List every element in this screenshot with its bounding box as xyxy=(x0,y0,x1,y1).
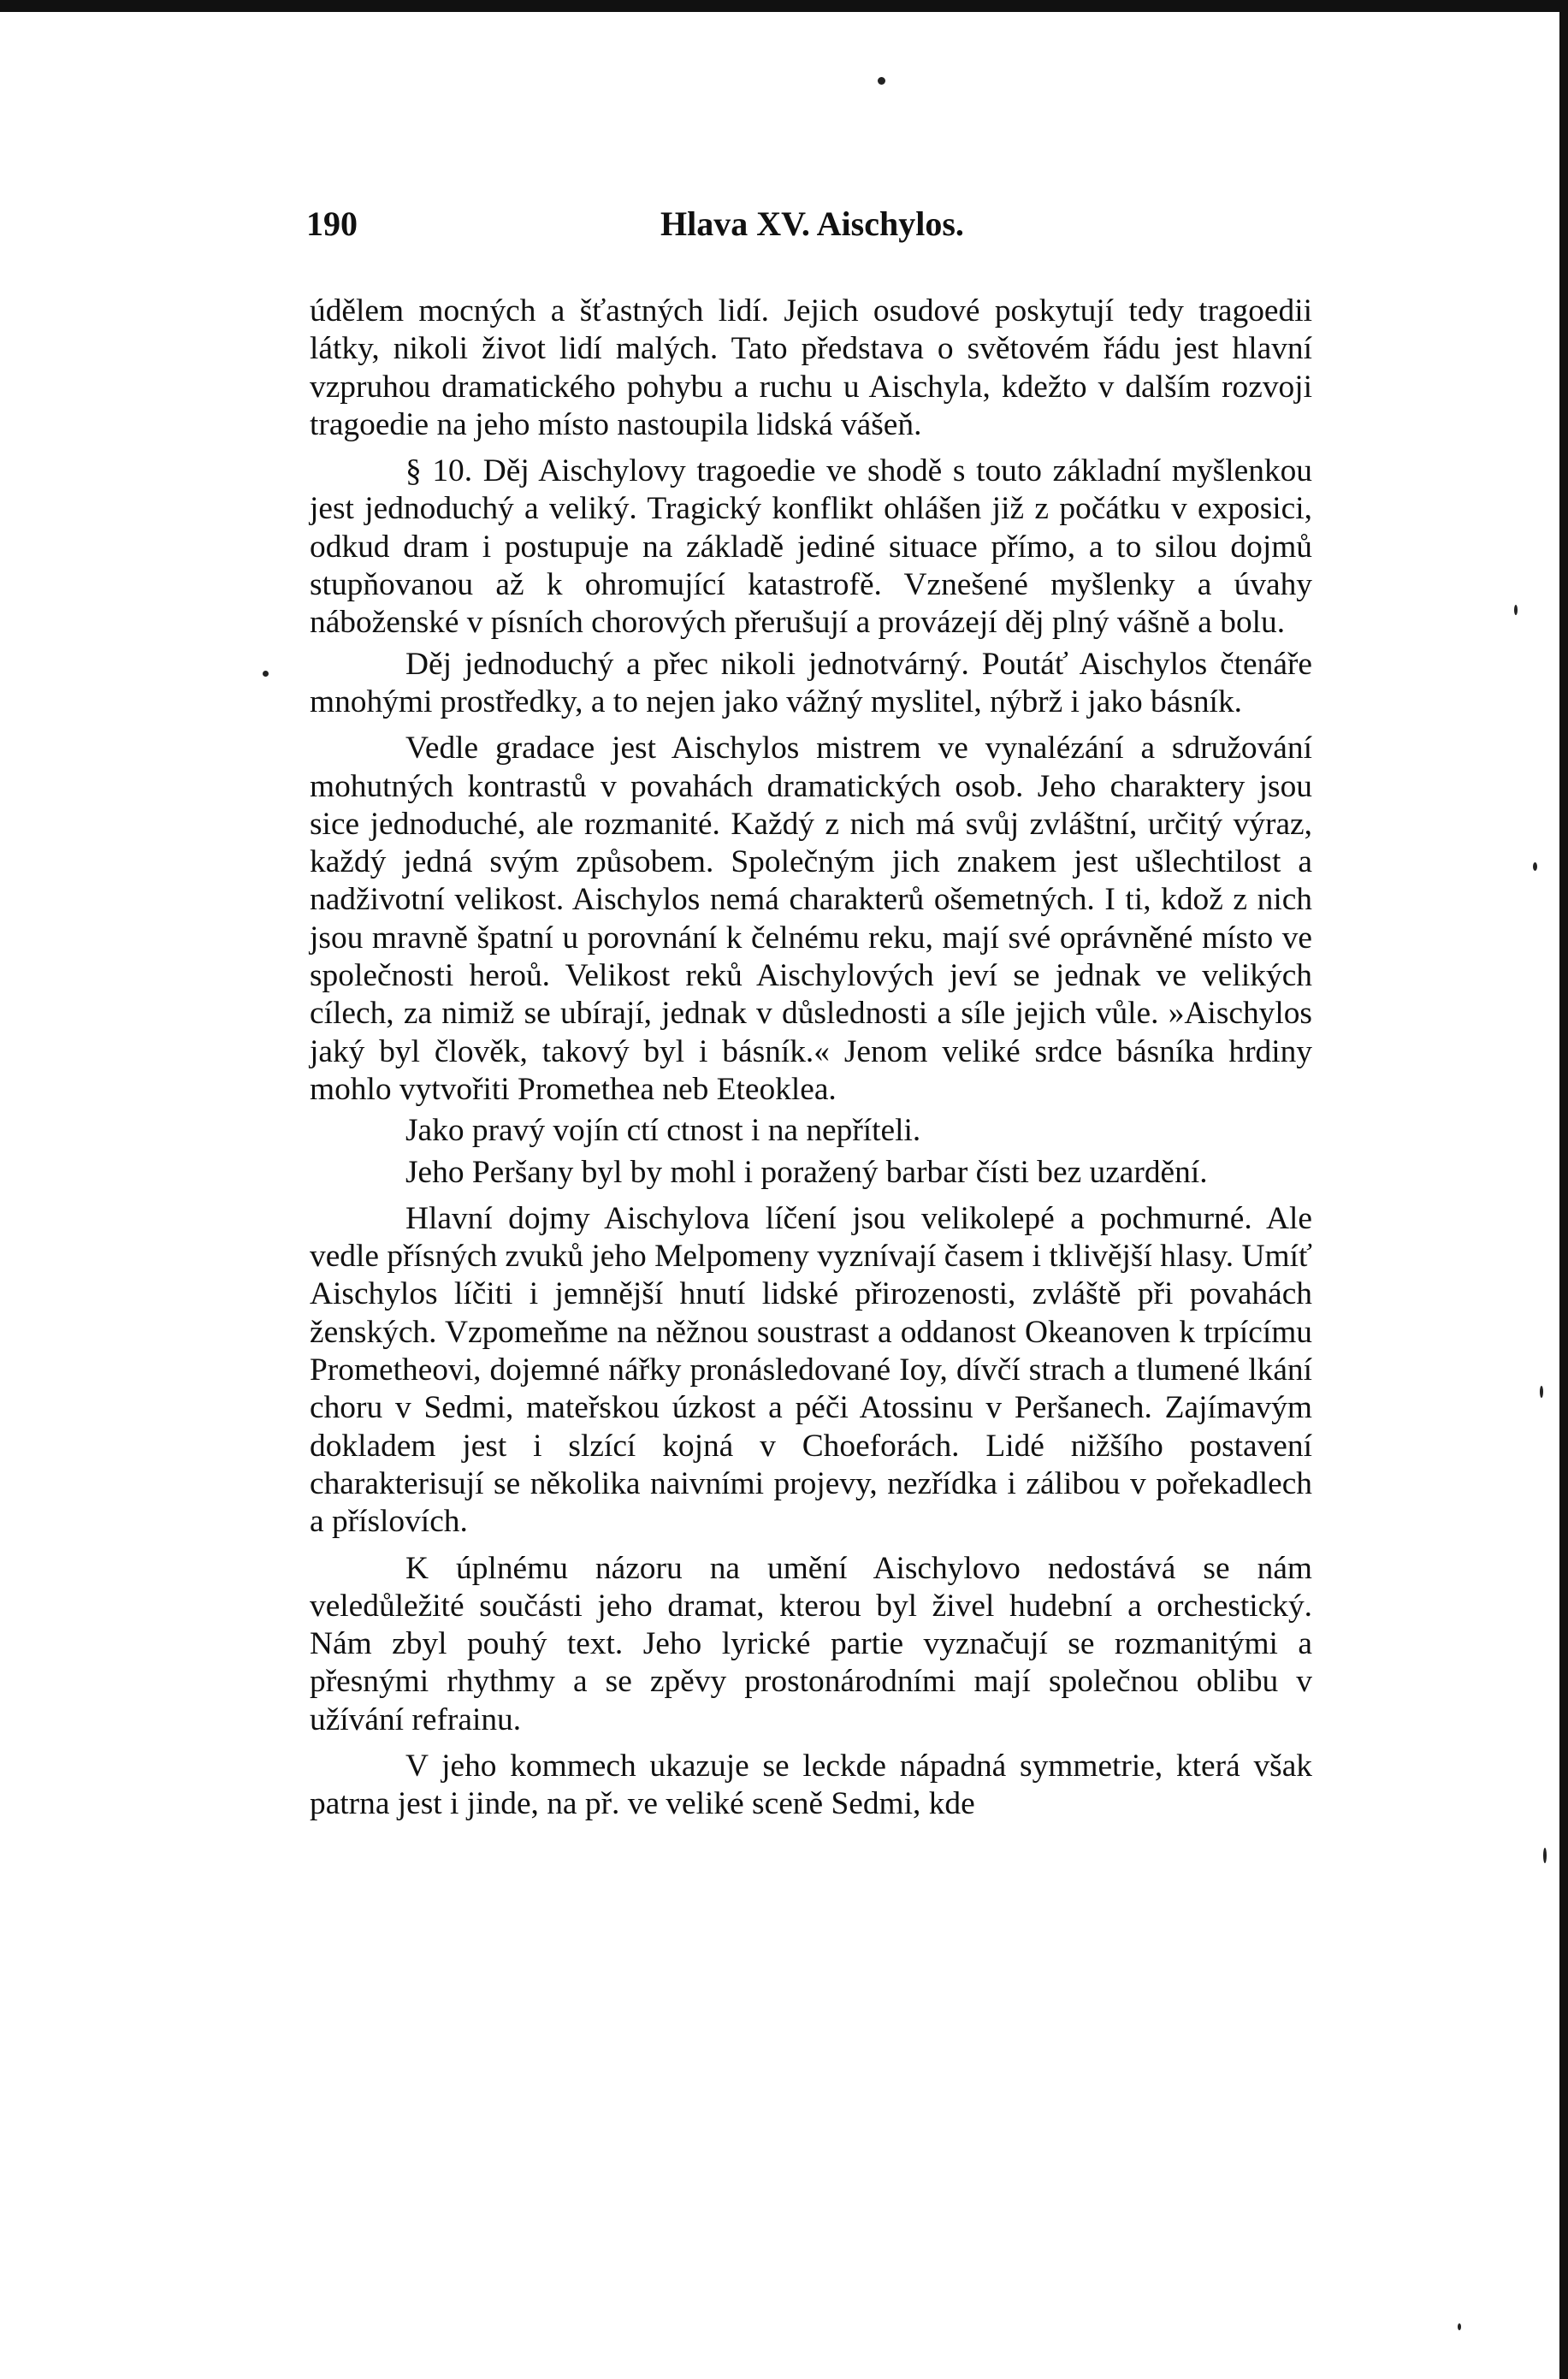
scan-speck xyxy=(1533,862,1537,871)
page-number: 190 xyxy=(306,204,358,243)
running-title: Hlava XV. Aischylos. xyxy=(660,204,964,243)
paragraph: Vedle gradace jest Aischylos mistrem ve vynalézání a sdružování mohutných kontrastů v povahách dramatických osob. Jeho charaktery jsou sice jednoduché, ale rozmanité. Každý z nich má svůj zvláštní, určitý výraz, každý jedná svým způsobem. Společným jich znakem jest ušlechtilost a nadživotní velikost. Aischylos nemá charakterů ošemetných. I ti, kdož z nich jsou mravně špatní u porovnání k čelnému reku, mají své oprávněné místo ve společnosti heroů. Velikost reků Aischylových jeví se jednak ve velikých cílech, za nimiž se ubírají, jednak v důslednosti a síle jejich vůle. »Aischylos jaký byl člověk, takový byl i básník.« Jenom veliké srdce básníka hrdiny mohlo vytvořiti Promethea neb Eteoklea. xyxy=(310,731,1312,1107)
scan-border-top xyxy=(0,0,1568,12)
paragraph: § 10. Děj Aischylovy tragoedie ve shodě s touto základní myšlenkou jest jednoduchý a veliký. Tragický konflikt ohlášen již z počátku v exposici, odkud dram i postupuje na základě jediné situace přímo, a to silou dojmů stupňovanou až k ohromující katastrofě. Vznešené myšlenky a úvahy náboženské v písních chorových přerušují a provázejí děj plný vášně a bolu. xyxy=(310,453,1312,641)
paragraph: Jako pravý vojín ctí ctnost i na nepříteli. xyxy=(405,1113,921,1149)
paragraph: Hlavní dojmy Aischylova líčení jsou velikolepé a pochmurné. Ale vedle přísných zvuků jeho Melpomeny vyznívají časem i tklivější hlasy. Umíť Aischylos líčiti i jemnější hnutí lidské přirozenosti, zvláště při povahách ženských. Vzpomeňme na něžnou soustrast a oddanost Okeanoven k trpícímu Prometheovi, dojemné nářky pronásledované Ioy, dívčí strach a tlumené lkání choru v Sedmi, mateřskou úzkost a péči Atossinu v Peršanech. Zajímavým dokladem jest i slzící kojná v Choeforách. Lidé nižšího postavení charakterisují se několika naivními projevy, nezřídka i zálibou v pořekadlech a příslovích. xyxy=(310,1200,1312,1540)
scan-speck xyxy=(1458,2323,1461,2330)
scan-speck xyxy=(878,77,885,85)
scan-speck xyxy=(1514,605,1518,615)
paragraph: V jeho kommech ukazuje se leckde nápadná symmetrie, která však patrna jest i jinde, na př. ve veliké sceně Sedmi, kde xyxy=(310,1748,1312,1822)
body-text xyxy=(310,293,1312,1824)
scan-border-right xyxy=(1559,0,1568,2379)
scan-speck xyxy=(263,671,269,677)
scan-speck xyxy=(1543,1848,1547,1863)
paragraph: údělem mocných a šťastných lidí. Jejich osudové poskytují tedy tragoedii látky, nikoli život lidí malých. Tato představa o světovém řádu jest hlavní vzpruhou dramatického pohybu a ruchu u Aischyla, kdežto v dalším rozvoji tragoedie na jeho místo nastoupila lidská vášeň. xyxy=(310,293,1312,442)
running-header xyxy=(306,204,1316,255)
scan-speck xyxy=(1540,1386,1543,1398)
paragraph: K úplnému názoru na umění Aischylovo nedostává se nám veledůležité součásti jeho dramat, kterou byl živel hudební a orchestický. Nám zbyl pouhý text. Jeho lyrické partie vyznačují se rozmanitými a přesnými rhythmy a se zpěvy prostonárodními mají společnou oblibu v užívání refrainu. xyxy=(310,1550,1312,1737)
paragraph: Jeho Peršany byl by mohl i poražený barbar čísti bez uzardění. xyxy=(405,1154,1208,1190)
paragraph: Děj jednoduchý a přec nikoli jednotvárný. Poutáť Aischylos čtenáře mnohými prostředky, a to nejen jako vážný myslitel, nýbrž i jako básník. xyxy=(310,646,1312,719)
